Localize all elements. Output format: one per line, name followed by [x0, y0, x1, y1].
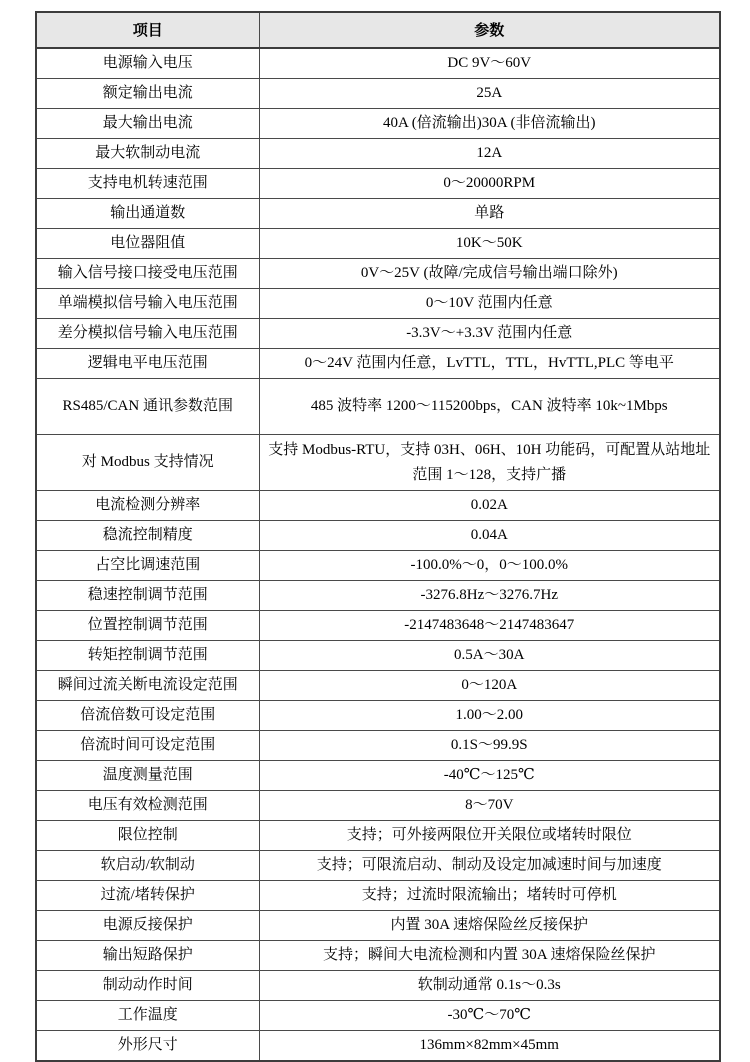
value-cell: 8～70V: [259, 791, 720, 821]
table-row: [36, 941, 720, 971]
table-row: [36, 199, 720, 229]
table-row: [36, 761, 720, 791]
value-cell: -3276.8Hz～3276.7Hz: [259, 581, 720, 611]
value-cell: 25A: [259, 79, 720, 109]
item-cell: 输出通道数: [36, 199, 259, 229]
item-cell: 差分模拟信号输入电压范围: [36, 319, 259, 349]
item-cell: 支持电机转速范围: [36, 169, 259, 199]
table-row: [36, 48, 720, 79]
table-row: [36, 109, 720, 139]
item-cell: 限位控制: [36, 821, 259, 851]
value-cell: 0～120A: [259, 671, 720, 701]
value-cell: -2147483648～2147483647: [259, 611, 720, 641]
item-cell: 转矩控制调节范围: [36, 641, 259, 671]
table-row: [36, 491, 720, 521]
item-cell: 工作温度: [36, 1001, 259, 1031]
table-row: [36, 289, 720, 319]
item-cell: 逻辑电平电压范围: [36, 349, 259, 379]
spec-table-header: [36, 12, 720, 48]
value-cell: -3.3V～+3.3V 范围内任意: [259, 319, 720, 349]
value-cell: 单路: [259, 199, 720, 229]
value-cell: 软制动通常 0.1s～0.3s: [259, 971, 720, 1001]
table-row: [36, 791, 720, 821]
item-cell: 瞬间过流关断电流设定范围: [36, 671, 259, 701]
value-cell: -40℃～125℃: [259, 761, 720, 791]
value-cell: 0～24V 范围内任意，LvTTL，TTL，HvTTL,PLC 等电平: [259, 349, 720, 379]
value-cell: 支持 Modbus-RTU，支持 03H、06H、10H 功能码，可配置从站地址范围 1～128，支持广播: [259, 435, 720, 491]
table-row: [36, 641, 720, 671]
table-row: [36, 1001, 720, 1031]
value-cell: -30℃～70℃: [259, 1001, 720, 1031]
table-row: [36, 671, 720, 701]
value-cell: 支持；可限流启动、制动及设定加减速时间与加速度: [259, 851, 720, 881]
item-cell: 最大软制动电流: [36, 139, 259, 169]
value-cell: 0.1S～99.9S: [259, 731, 720, 761]
item-cell: 外形尺寸: [36, 1031, 259, 1062]
value-cell: 0.02A: [259, 491, 720, 521]
table-row: [36, 79, 720, 109]
table-row: [36, 821, 720, 851]
table-row: [36, 349, 720, 379]
value-cell: 40A (倍流输出)30A (非倍流输出): [259, 109, 720, 139]
value-cell: 支持；瞬间大电流检测和内置 30A 速熔保险丝保护: [259, 941, 720, 971]
item-cell: 倍流倍数可设定范围: [36, 701, 259, 731]
table-row: [36, 911, 720, 941]
item-cell: 输出短路保护: [36, 941, 259, 971]
spec-table-body: [36, 48, 720, 1061]
table-row: [36, 379, 720, 435]
spec-table: [35, 11, 721, 1062]
column-header-item: 项目: [36, 12, 259, 48]
item-cell: 输入信号接口接受电压范围: [36, 259, 259, 289]
value-cell: 支持；过流时限流输出；堵转时可停机: [259, 881, 720, 911]
table-row: [36, 1031, 720, 1062]
table-row: [36, 139, 720, 169]
table-row: [36, 435, 720, 491]
table-row: [36, 229, 720, 259]
item-cell: 额定输出电流: [36, 79, 259, 109]
table-row: [36, 551, 720, 581]
table-row: [36, 259, 720, 289]
value-cell: DC 9V～60V: [259, 48, 720, 79]
item-cell: 电流检测分辨率: [36, 491, 259, 521]
item-cell: 倍流时间可设定范围: [36, 731, 259, 761]
table-row: [36, 971, 720, 1001]
value-cell: 0.04A: [259, 521, 720, 551]
item-cell: 占空比调速范围: [36, 551, 259, 581]
item-cell: 软启动/软制动: [36, 851, 259, 881]
table-row: [36, 581, 720, 611]
value-cell: 0.5A～30A: [259, 641, 720, 671]
table-row: [36, 169, 720, 199]
item-cell: 电位器阻值: [36, 229, 259, 259]
table-row: [36, 701, 720, 731]
value-cell: -100.0%～0，0～100.0%: [259, 551, 720, 581]
item-cell: 电压有效检测范围: [36, 791, 259, 821]
item-cell: 电源反接保护: [36, 911, 259, 941]
table-row: [36, 319, 720, 349]
item-cell: RS485/CAN 通讯参数范围: [36, 379, 259, 435]
value-cell: 内置 30A 速熔保险丝反接保护: [259, 911, 720, 941]
value-cell: 10K～50K: [259, 229, 720, 259]
value-cell: 0～10V 范围内任意: [259, 289, 720, 319]
table-row: [36, 521, 720, 551]
item-cell: 过流/堵转保护: [36, 881, 259, 911]
item-cell: 电源输入电压: [36, 48, 259, 79]
table-row: [36, 851, 720, 881]
item-cell: 稳流控制精度: [36, 521, 259, 551]
item-cell: 对 Modbus 支持情况: [36, 435, 259, 491]
value-cell: 12A: [259, 139, 720, 169]
item-cell: 位置控制调节范围: [36, 611, 259, 641]
item-cell: 最大输出电流: [36, 109, 259, 139]
value-cell: 0～20000RPM: [259, 169, 720, 199]
value-cell: 136mm×82mm×45mm: [259, 1031, 720, 1062]
header-row: [36, 12, 720, 48]
value-cell: 支持；可外接两限位开关限位或堵转时限位: [259, 821, 720, 851]
item-cell: 制动动作时间: [36, 971, 259, 1001]
item-cell: 温度测量范围: [36, 761, 259, 791]
value-cell: 0V～25V (故障/完成信号输出端口除外): [259, 259, 720, 289]
table-row: [36, 881, 720, 911]
table-row: [36, 731, 720, 761]
item-cell: 单端模拟信号输入电压范围: [36, 289, 259, 319]
value-cell: 485 波特率 1200～115200bps，CAN 波特率 10k~1Mbps: [259, 379, 720, 435]
value-cell: 1.00～2.00: [259, 701, 720, 731]
table-row: [36, 611, 720, 641]
column-header-param: 参数: [259, 12, 720, 48]
item-cell: 稳速控制调节范围: [36, 581, 259, 611]
